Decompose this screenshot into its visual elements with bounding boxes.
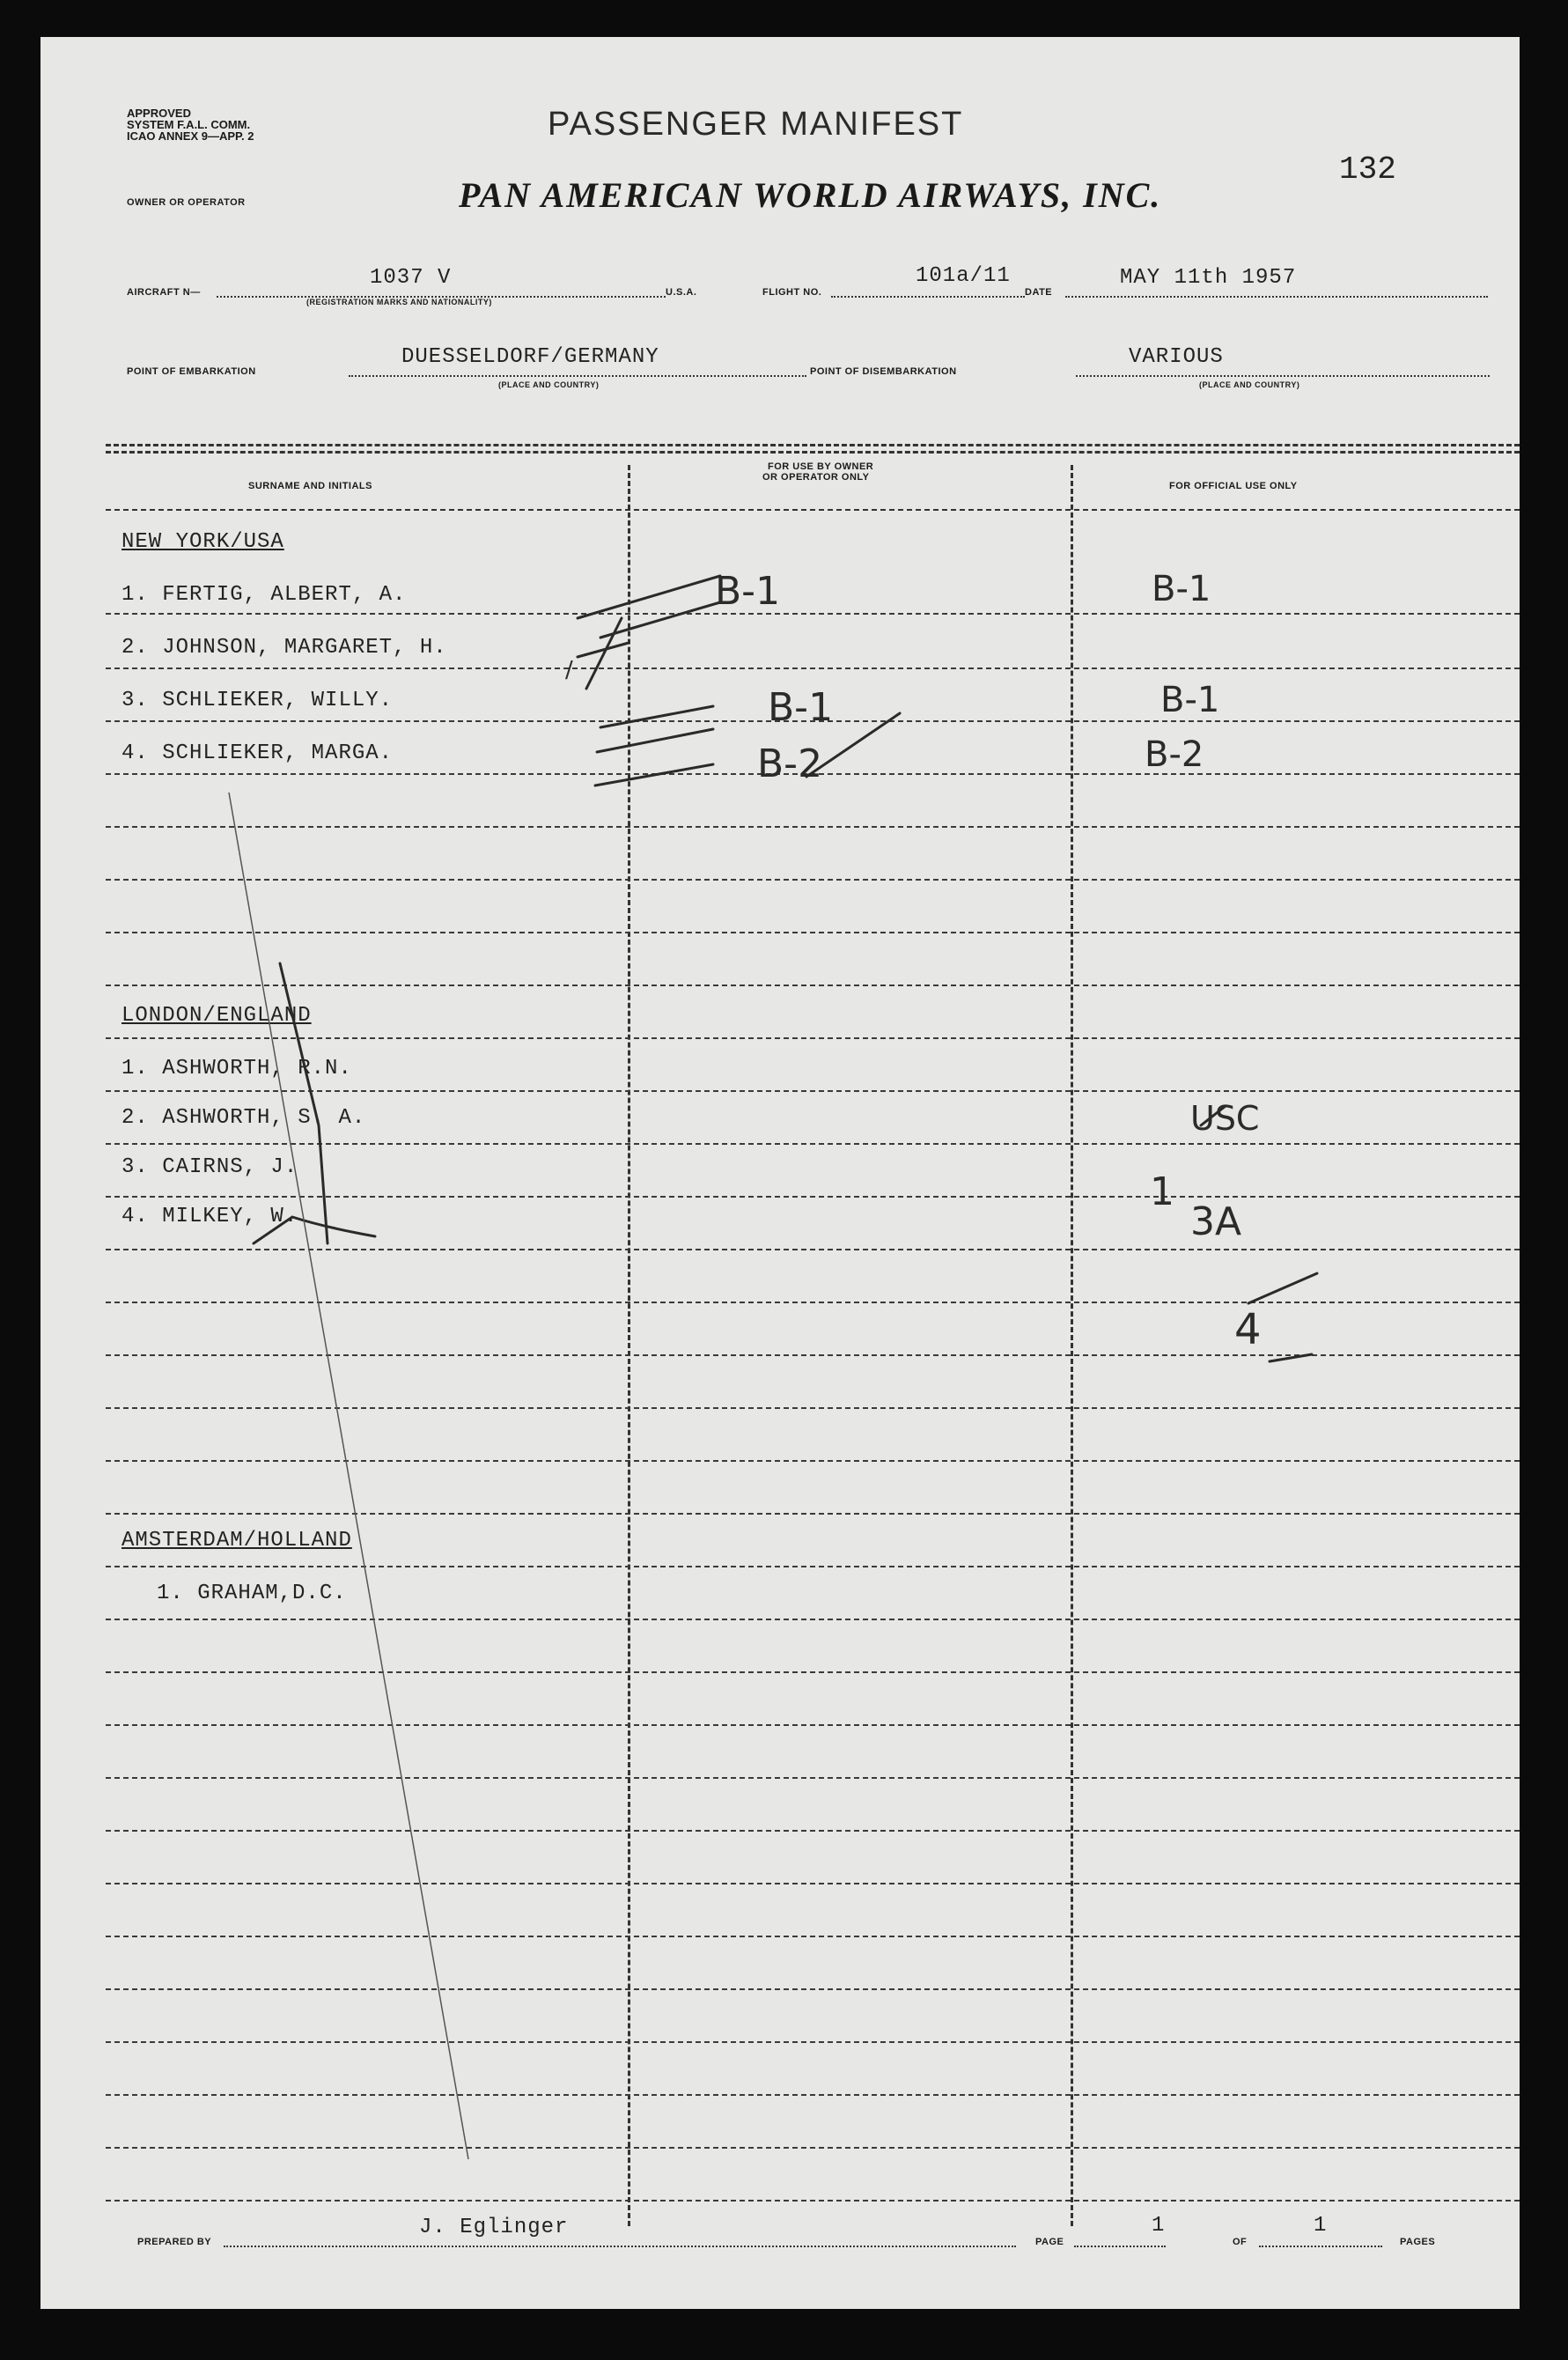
aircraft-sub-label: (REGISTRATION MARKS AND NATIONALITY) [306, 298, 492, 306]
passenger-row: 3. CAIRNS, J. [121, 1155, 298, 1179]
usa-label: U.S.A. [666, 287, 697, 298]
page-value: 1 [1152, 2214, 1166, 2238]
column-header-owner-2: OR OPERATOR ONLY [762, 472, 870, 483]
tick-mark: / [565, 657, 573, 683]
aircraft-label: AIRCRAFT N— [127, 287, 201, 298]
of-value: 1 [1314, 2214, 1328, 2238]
owner-seat-mark: B-2 [757, 741, 823, 786]
embarkation-sub-label: (PLACE AND COUNTRY) [498, 380, 600, 389]
official-seat-mark: B-2 [1145, 734, 1204, 775]
flight-value: 101a/11 [916, 264, 1011, 288]
manifest-sheet [40, 37, 1520, 2309]
company-name: PAN AMERICAN WORLD AIRWAYS, INC. [459, 175, 1162, 215]
approval-line-3: ICAO ANNEX 9—APP. 2 [127, 129, 254, 143]
owner-seat-mark: B-1 [768, 685, 834, 730]
column-header-official: FOR OFFICIAL USE ONLY [1169, 481, 1298, 491]
pen-strokes [40, 37, 1520, 2309]
passenger-row: 1. GRAHAM,D.C. [157, 1582, 347, 1605]
group-heading-amsterdam: AMSTERDAM/HOLLAND [121, 1529, 352, 1552]
column-header-owner-1: FOR USE BY OWNER [768, 461, 874, 472]
passenger-row: 3. SCHLIEKER, WILLY. [121, 689, 394, 712]
aircraft-value: 1037 V [370, 266, 452, 290]
embarkation-value: DUESSELDORF/GERMANY [401, 345, 659, 369]
flight-label: FLIGHT NO. [762, 287, 822, 298]
page-label: PAGE [1035, 2237, 1064, 2247]
official-tally-mark: 1 [1150, 1169, 1174, 1214]
official-tally-mark: 3A [1190, 1199, 1242, 1244]
disembarkation-label: POINT OF DISEMBARKATION [810, 366, 957, 377]
passenger-row: 1. FERTIG, ALBERT, A. [121, 583, 407, 607]
form-title: PASSENGER MANIFEST [548, 106, 964, 143]
official-tally-mark: USC [1190, 1099, 1260, 1138]
passenger-row: 1. ASHWORTH, R.N. [121, 1057, 352, 1080]
passenger-row: 4. MILKEY, W. [121, 1205, 298, 1228]
official-seat-mark: B-1 [1160, 680, 1220, 720]
passenger-row: 2. ASHWORTH, S. A. [121, 1106, 366, 1130]
approval-line-1: APPROVED [127, 107, 191, 120]
disembarkation-sub-label: (PLACE AND COUNTRY) [1199, 380, 1300, 389]
prepared-by-label: PREPARED BY [137, 2237, 212, 2247]
of-label: OF [1233, 2237, 1248, 2247]
passenger-row: 2. JOHNSON, MARGARET, H. [121, 636, 447, 660]
approval-line-2: SYSTEM F.A.L. COMM. [127, 118, 251, 131]
date-value: MAY 11th 1957 [1120, 266, 1297, 290]
official-seat-mark: B-1 [1152, 569, 1211, 609]
group-heading-new-york: NEW YORK/USA [121, 530, 284, 554]
official-tally-mark: 4 [1234, 1305, 1262, 1354]
group-heading-london: LONDON/ENGLAND [121, 1004, 312, 1028]
column-header-names: SURNAME AND INITIALS [248, 481, 372, 491]
passenger-row: 4. SCHLIEKER, MARGA. [121, 741, 394, 765]
prepared-by-value: J. Eglinger [419, 2216, 569, 2239]
owner-label: OWNER OR OPERATOR [127, 197, 246, 208]
embarkation-label: POINT OF EMBARKATION [127, 366, 256, 377]
disembarkation-value: VARIOUS [1129, 345, 1224, 369]
pages-label: PAGES [1400, 2237, 1436, 2247]
page-number: 132 [1339, 151, 1396, 188]
date-label: DATE [1025, 287, 1053, 298]
owner-seat-mark: B-1 [715, 569, 781, 614]
